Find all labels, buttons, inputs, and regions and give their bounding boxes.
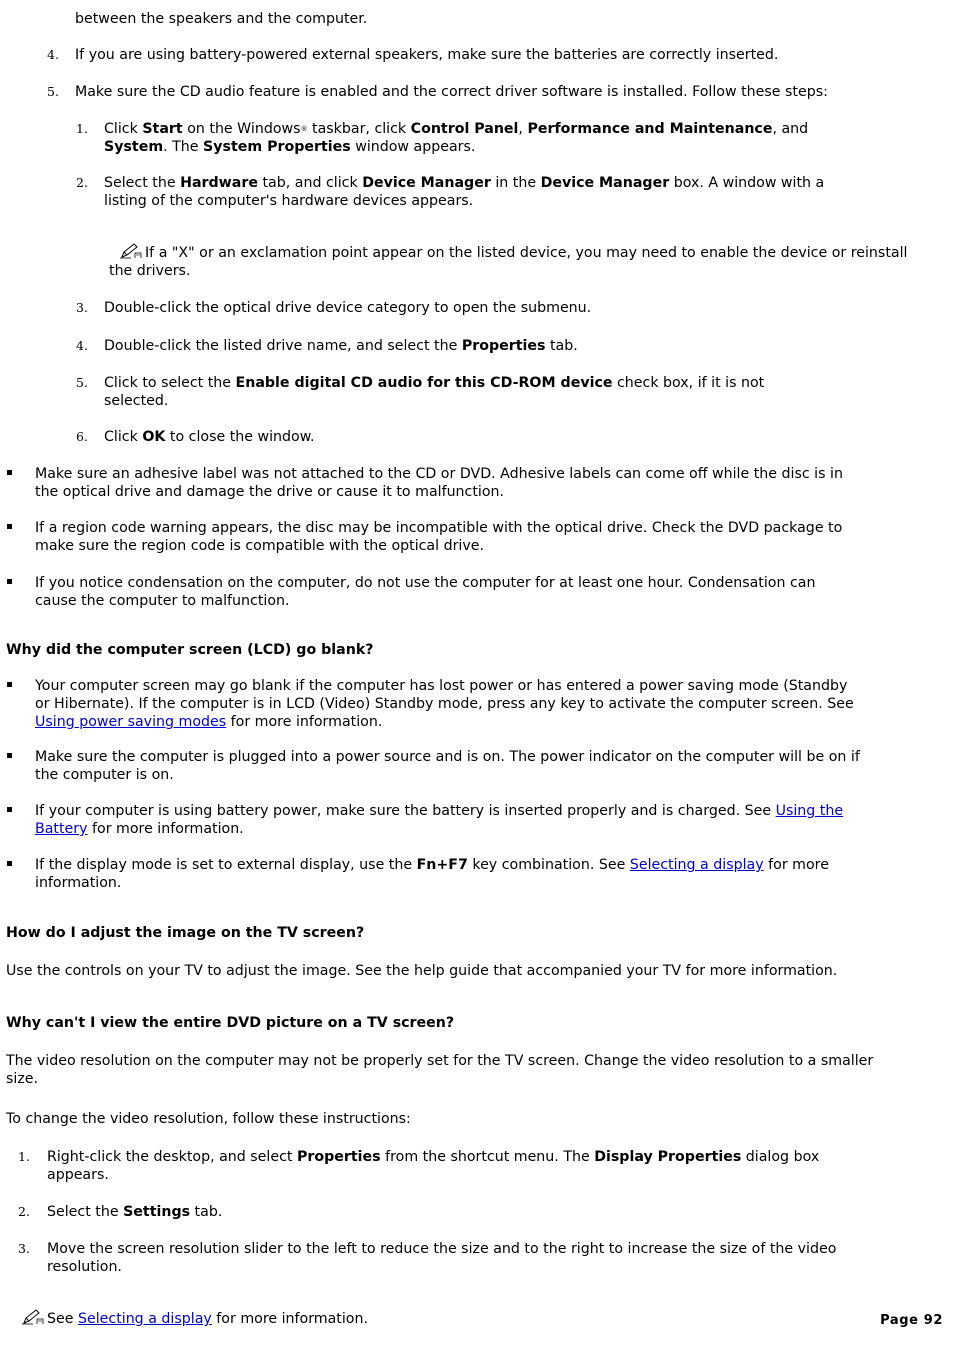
substep-text: Click to select the Enable digital CD audio for this CD-ROM device check box, if it is not selected. [104,375,765,409]
substep-text: Double-click the optical drive device category to open the submenu. [104,300,592,316]
step-number: 3. [18,1241,30,1256]
step-number: 2. [18,1204,30,1219]
note: If a "X" or an exclamation point appear on the listed device, you may need to enable the device or reinstall the drivers. [109,245,908,279]
list-item: If your computer is using battery power, make sure the battery is inserted properly and is charged. See Using the Battery for more information. [35,803,844,837]
section-heading: Why did the computer screen (LCD) go blank? [6,642,374,658]
list-item: If you notice condensation on the computer, do not use the computer for at least one hour. Condensation can cause the computer to malfunction. [35,575,816,609]
substep-number: 5. [76,375,88,390]
bullet [7,524,12,529]
substep-text: Click OK to close the window. [104,429,315,445]
step-number: 5. [47,84,59,99]
list-item: If a region code warning appears, the disc may be incompatible with the optical drive. Check the DVD package to make sure the region code is compatible with the optical drive. [35,520,843,554]
link-using-power-saving-modes[interactable]: Using power saving modes [35,714,227,730]
step-number: 4. [47,47,59,62]
step-text: Right-click the desktop, and select Properties from the shortcut menu. The Display Properties dialog box appears. [47,1149,820,1183]
link-using-the-battery[interactable]: Using the [775,803,844,819]
substep-number: 1. [76,121,88,136]
bullet [7,861,12,866]
substep-text: Click Start on the Windows® taskbar, click Control Panel, Performance and Maintenance, and System. The System Properties window appears. [104,121,809,155]
list-item: Make sure an adhesive label was not attached to the CD or DVD. Adhesive labels can come off while the disc is in the optical drive and damage the drive or cause it to malfunction. [35,466,843,500]
paragraph: To change the video resolution, follow these instructions: [6,1111,411,1127]
link-selecting-a-display[interactable]: Selecting a display [629,857,764,873]
substep-text: Double-click the listed drive name, and select the Properties tab. [104,338,578,354]
list-item: If the display mode is set to external display, use the Fn+F7 key combination. See Selecting a display for more information. [35,857,829,891]
step-text: Select the Settings tab. [47,1204,223,1220]
link-selecting-a-display[interactable]: Selecting a display [77,1311,212,1327]
bullet [7,807,12,812]
section-heading: How do I adjust the image on the TV screen? [6,925,365,941]
step-text: If you are using battery-powered external speakers, make sure the batteries are correctly inserted. [75,47,779,63]
section-heading: Why can't I view the entire DVD picture on a TV screen? [6,1015,455,1031]
list-item: Make sure the computer is plugged into a power source and is on. The power indicator on the computer will be on if the computer is on. [35,749,860,783]
continued-text: between the speakers and the computer. [75,11,368,27]
paragraph: The video resolution on the computer may not be properly set for the TV screen. Change the video resolution to a smaller size. [6,1053,874,1087]
step-text: Make sure the CD audio feature is enabled and the correct driver software is installed. Follow these steps: [75,84,828,100]
bullet [7,470,12,475]
note-pencil-icon [21,1309,45,1325]
link-using-the-battery[interactable]: Battery [35,821,88,837]
substep-number: 6. [76,429,88,444]
page-number: Page 92 [880,1313,943,1328]
paragraph: Use the controls on your TV to adjust the image. See the help guide that accompanied your TV for more information. [6,963,838,979]
bullet [7,753,12,758]
step-text: Move the screen resolution slider to the left to reduce the size and to the right to increase the size of the video resolution. [47,1241,837,1275]
substep-number: 2. [76,175,88,190]
step-number: 1. [18,1149,30,1164]
note: See Selecting a display for more information. [21,1309,368,1328]
substep-number: 4. [76,338,88,353]
substep-number: 3. [76,300,88,315]
bullet [7,682,12,687]
list-item: Your computer screen may go blank if the computer has lost power or has entered a power saving mode (Standby or Hibernate). If the computer is in LCD (Video) Standby mode, press any key to activate the computer screen. See Using power saving modes for more information. [35,678,854,730]
substep-text: Select the Hardware tab, and click Device Manager in the Device Manager box. A window with a listing of the computer's hardware devices appears. [104,175,825,209]
note-pencil-icon [119,243,143,259]
bullet [7,579,12,584]
